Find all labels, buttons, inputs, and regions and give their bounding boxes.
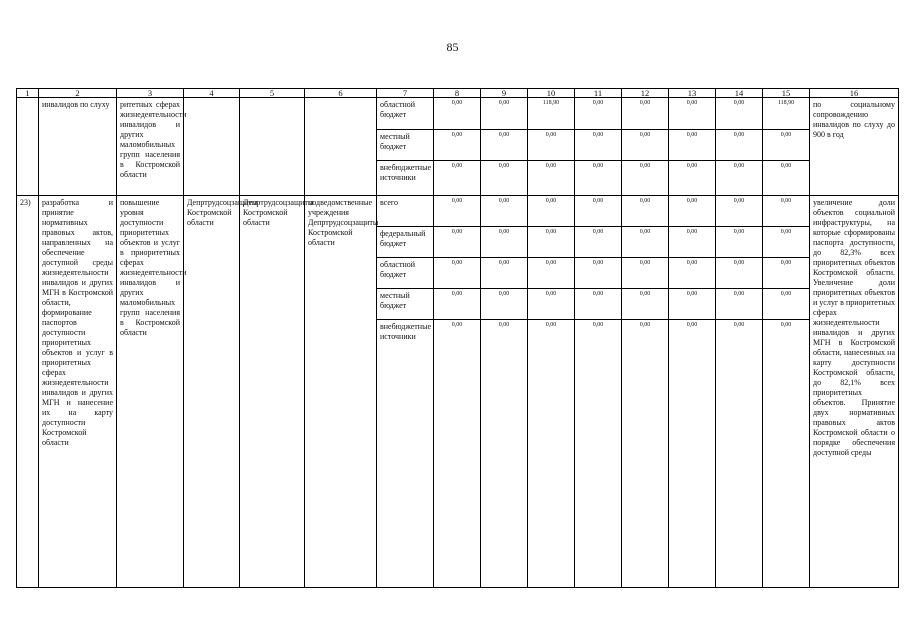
value-cell: 0,00 — [622, 289, 669, 320]
value-cell: 0,00 — [434, 98, 481, 130]
header-cell: 15 — [763, 89, 810, 98]
value-cell: 0,00 — [481, 196, 528, 227]
value-cell: 0,00 — [481, 227, 528, 258]
value-cell: 0,00 — [716, 258, 763, 289]
header-cell: 2 — [39, 89, 117, 98]
result-cell: по социальному сопровождению инвалидов по слуху до 900 в год — [810, 98, 899, 196]
header-cell: 13 — [669, 89, 716, 98]
value-cell: 0,00 — [669, 196, 716, 227]
value-cell: 0,00 — [763, 227, 810, 258]
value-cell: 0,00 — [528, 258, 575, 289]
header-cell: 5 — [240, 89, 305, 98]
header-cell: 12 — [622, 89, 669, 98]
row-number-cell: 23) — [17, 196, 39, 588]
header-cell: 9 — [481, 89, 528, 98]
value-cell: 0,00 — [716, 98, 763, 130]
value-cell: 0,00 — [434, 130, 481, 161]
value-cell: 0,00 — [763, 130, 810, 161]
value-cell: 118,90 — [528, 98, 575, 130]
value-cell: 0,00 — [669, 320, 716, 588]
activity-cell: разработка и принятие нормативных правовых актов, направленных на обеспечение доступной среды жизнедеятельности инвалидов и других МГН в Костромской области, формирование паспортов доступности приоритетных объектов и услуг в приоритетных сферах жизнедеятельности инвалидов и других МГН и нанесение их на карту доступности Костромской области — [39, 196, 117, 588]
value-cell: 0,00 — [669, 227, 716, 258]
value-cell: 0,00 — [481, 98, 528, 130]
participant-cell — [305, 98, 377, 196]
value-cell: 0,00 — [763, 196, 810, 227]
value-cell: 0,00 — [481, 289, 528, 320]
value-cell: 0,00 — [669, 161, 716, 196]
page-number: 85 — [446, 40, 459, 54]
funding-source-cell: областной бюджет — [377, 98, 434, 130]
goal-cell: повышение уровня доступности приоритетных объектов и услуг в приоритетных сферах жизнедеятельности инвалидов и других маломобильных групп населения в Костромской области — [117, 196, 184, 588]
header-cell: 7 — [377, 89, 434, 98]
value-cell: 0,00 — [716, 161, 763, 196]
header-cell: 16 — [810, 89, 899, 98]
table-row — [17, 98, 899, 130]
header-row — [17, 89, 899, 98]
value-cell: 0,00 — [528, 227, 575, 258]
value-cell: 0,00 — [622, 98, 669, 130]
value-cell: 0,00 — [763, 320, 810, 588]
coexecutor-cell — [240, 98, 305, 196]
value-cell: 0,00 — [528, 161, 575, 196]
value-cell: 0,00 — [763, 289, 810, 320]
program-table — [16, 88, 899, 588]
executor-cell — [184, 98, 240, 196]
header-cell: 4 — [184, 89, 240, 98]
funding-source-cell: местный бюджет — [377, 289, 434, 320]
result-cell: увеличение доли объектов социальной инфраструктуры, на которые сформированы паспорта доступности, до 82,3% всех приоритетных объектов Костромской области. Увеличение доли приоритетных объектов и услуг в приоритетных сферах жизнедеятельности инвалидов и других МГН в Костромской области, нанесенных на карту доступности Костромской области, до 82,1% всех приоритетных объектов. Принятие двух нормативных правовых актов Костромской области о порядке обеспечения доступной среды — [810, 196, 899, 588]
value-cell: 118,90 — [763, 98, 810, 130]
value-cell: 0,00 — [669, 289, 716, 320]
header-cell: 1 — [17, 89, 39, 98]
funding-source-cell: всего — [377, 196, 434, 227]
value-cell: 0,00 — [622, 196, 669, 227]
value-cell: 0,00 — [763, 258, 810, 289]
header-cell: 6 — [305, 89, 377, 98]
value-cell: 0,00 — [716, 227, 763, 258]
header-cell: 3 — [117, 89, 184, 98]
value-cell: 0,00 — [434, 227, 481, 258]
value-cell: 0,00 — [716, 130, 763, 161]
funding-source-cell: внебюджетные источники — [377, 320, 434, 588]
funding-source-cell: областной бюджет — [377, 258, 434, 289]
value-cell: 0,00 — [434, 161, 481, 196]
value-cell: 0,00 — [481, 130, 528, 161]
value-cell: 0,00 — [575, 161, 622, 196]
value-cell: 0,00 — [528, 130, 575, 161]
value-cell: 0,00 — [528, 196, 575, 227]
value-cell: 0,00 — [622, 161, 669, 196]
goal-cell: ритетных сферах жизнедеятельности инвалидов и других маломобильных групп населения в Костромской области — [117, 98, 184, 196]
coexecutor-cell: Депртрудсоцзащиты Костромской области — [240, 196, 305, 588]
header-cell: 11 — [575, 89, 622, 98]
value-cell: 0,00 — [669, 258, 716, 289]
header-cell: 14 — [716, 89, 763, 98]
executor-cell: Депртрудсоцзащиты Костромской области — [184, 196, 240, 588]
value-cell: 0,00 — [434, 196, 481, 227]
table-row — [17, 196, 899, 227]
value-cell: 0,00 — [622, 258, 669, 289]
value-cell: 0,00 — [434, 320, 481, 588]
value-cell: 0,00 — [528, 289, 575, 320]
value-cell: 0,00 — [481, 320, 528, 588]
value-cell: 0,00 — [434, 289, 481, 320]
value-cell: 0,00 — [622, 320, 669, 588]
value-cell: 0,00 — [763, 161, 810, 196]
value-cell: 0,00 — [575, 289, 622, 320]
header-cell: 10 — [528, 89, 575, 98]
value-cell: 0,00 — [716, 320, 763, 588]
funding-source-cell: федеральный бюджет — [377, 227, 434, 258]
value-cell: 0,00 — [481, 161, 528, 196]
row-number-cell — [17, 98, 39, 196]
participant-cell: подведомственные учреждения Депртрудсоцзащиты Костромской области — [305, 196, 377, 588]
funding-source-cell: местный бюджет — [377, 130, 434, 161]
value-cell: 0,00 — [622, 227, 669, 258]
activity-cell: инвалидов по слуху — [39, 98, 117, 196]
value-cell: 0,00 — [575, 196, 622, 227]
value-cell: 0,00 — [575, 258, 622, 289]
value-cell: 0,00 — [528, 320, 575, 588]
value-cell: 0,00 — [575, 320, 622, 588]
value-cell: 0,00 — [434, 258, 481, 289]
value-cell: 0,00 — [575, 130, 622, 161]
value-cell: 0,00 — [716, 196, 763, 227]
value-cell: 0,00 — [575, 227, 622, 258]
funding-source-cell: внебюджетные источники — [377, 161, 434, 196]
value-cell: 0,00 — [575, 98, 622, 130]
value-cell: 0,00 — [669, 130, 716, 161]
value-cell: 0,00 — [481, 258, 528, 289]
value-cell: 0,00 — [669, 98, 716, 130]
value-cell: 0,00 — [622, 130, 669, 161]
value-cell: 0,00 — [716, 289, 763, 320]
header-cell: 8 — [434, 89, 481, 98]
